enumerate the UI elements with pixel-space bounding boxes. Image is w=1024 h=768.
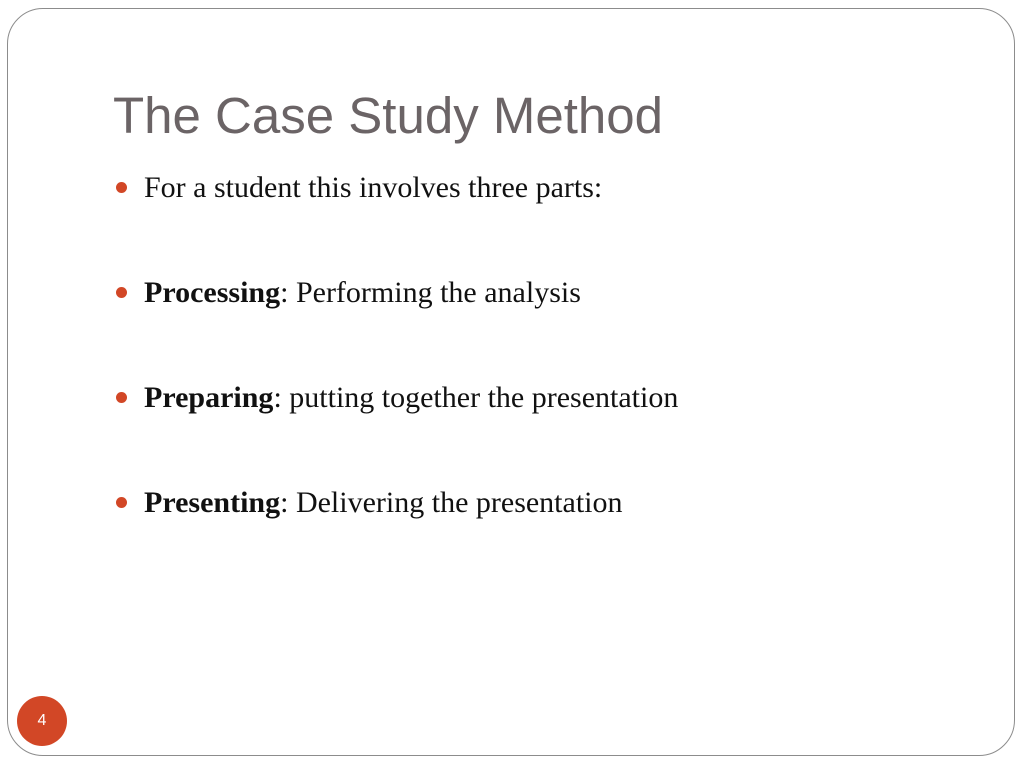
bullet-term: Presenting: [144, 486, 281, 519]
slide-number-badge: 4: [17, 696, 67, 746]
slide-title: The Case Study Method: [113, 87, 663, 144]
bullet-dot-icon: [116, 497, 127, 508]
bullet-text: [144, 376, 678, 420]
bullet-description: : Delivering the presentation: [280, 486, 623, 519]
bullet-text: [144, 271, 581, 315]
bullet-description: For a student this involves three parts:: [144, 171, 603, 204]
bullet-dot-icon: [116, 182, 127, 193]
bullet-term: Preparing: [144, 381, 274, 414]
bullet-text: [144, 481, 623, 525]
bullet-description: : Performing the analysis: [280, 276, 581, 309]
bullet-dot-icon: [116, 392, 127, 403]
bullet-description: : putting together the presentation: [273, 381, 679, 414]
bullet-text: [144, 166, 602, 210]
bullet-term: Processing: [144, 276, 281, 309]
bullet-dot-icon: [116, 287, 127, 298]
